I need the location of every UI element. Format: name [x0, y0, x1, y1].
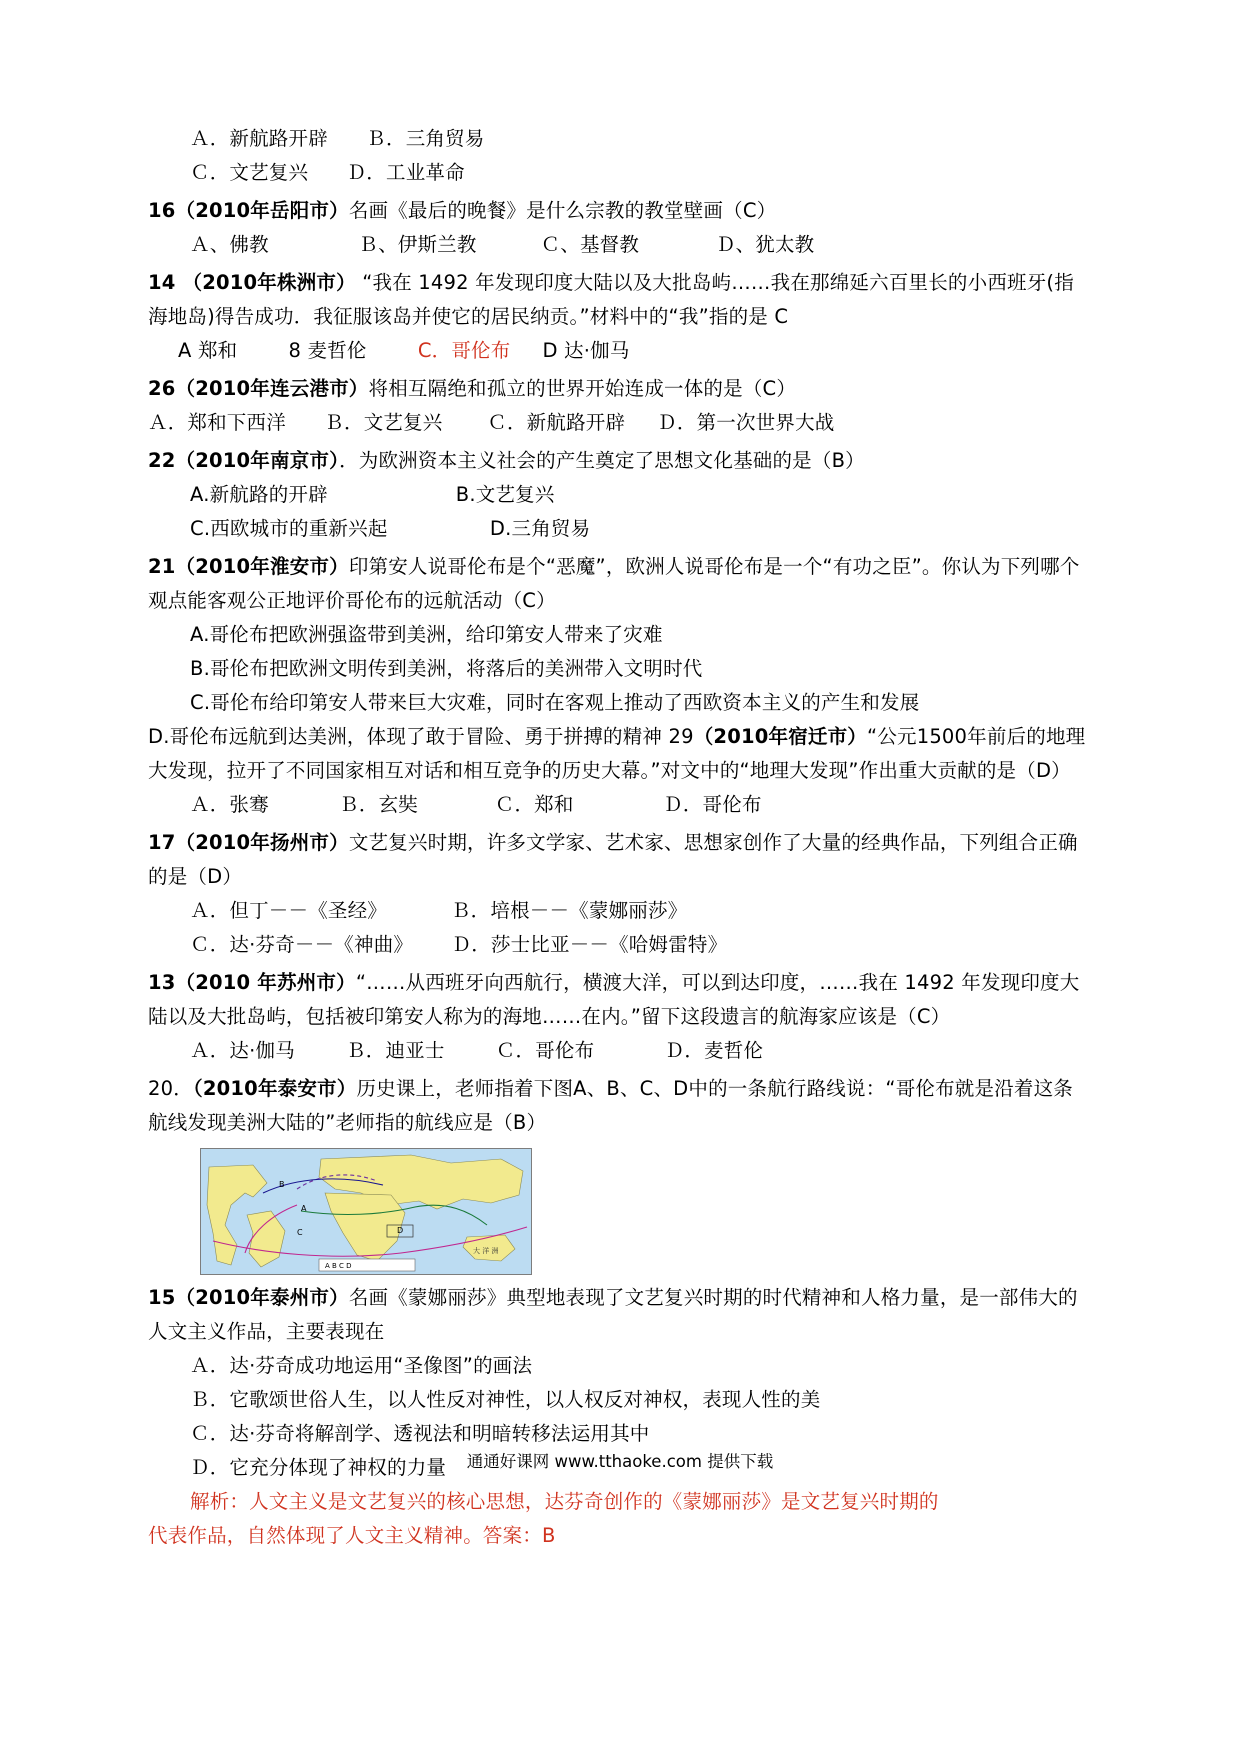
- world-route-map-svg: [201, 1149, 531, 1274]
- option-line: Ａ．新航路开辟 Ｂ．三角贸易: [190, 127, 485, 150]
- question-21-option-b: B.哥伦布把欧洲文明传到美洲，将落后的美洲带入文明时代: [190, 657, 703, 680]
- question-22-option-ab: A.新航路的开辟 B.文艺复兴: [190, 483, 555, 506]
- world-route-map: [200, 1148, 532, 1275]
- question-21: [148, 550, 1092, 618]
- document-body: [148, 122, 1092, 1553]
- question-13-options: Ａ．达·伽马 Ｂ．迪亚士 Ｃ．哥伦布 Ｄ．麦哲伦: [190, 1039, 764, 1062]
- map-legend: A B C D: [325, 1262, 352, 1270]
- question-14-source: 14 （2010年株洲市）: [148, 271, 356, 294]
- question-14: [148, 266, 1092, 334]
- map-label-c: C: [297, 1228, 303, 1237]
- question-26-text: 将相互隔绝和孤立的世界开始连成一体的是（C）: [368, 377, 797, 400]
- question-22-source: 22（2010年南京市）: [148, 449, 340, 472]
- question-26: [148, 372, 1092, 406]
- question-16-source: 16（2010年岳阳市）: [148, 199, 349, 222]
- question-20-source: （2010年泰安市）: [192, 1077, 357, 1100]
- map-label-a: A: [301, 1204, 307, 1213]
- question-26-options: Ａ．郑和下西洋 Ｂ．文艺复兴 Ｃ．新航路开辟 Ｄ．第一次世界大战: [148, 411, 835, 434]
- option-line: Ｃ．文艺复兴 Ｄ．工业革命: [190, 161, 465, 184]
- map-label-b: B: [279, 1180, 285, 1189]
- question-21-option-a: A.哥伦布把欧洲强盗带到美洲，给印第安人带来了灾难: [190, 623, 663, 646]
- question-14-options: [148, 334, 1092, 368]
- question-20-number: 20．: [148, 1077, 193, 1100]
- question-21-text: 印第安人说哥伦布是个“恶魔”，欧洲人说哥伦布是一个“有功之臣”。你认为下列哪个观点能客观公正地评价哥伦布的远航活动（C）: [148, 555, 1080, 612]
- question-16-text: 名画《最后的晚餐》是什么宗教的教堂壁画（C）: [348, 199, 777, 222]
- question-13: [148, 966, 1092, 1034]
- explanation-line-1: 解析：人文主义是文艺复兴的核心思想，达芬奇创作的《蒙娜丽莎》是文艺复兴时期的: [190, 1490, 939, 1513]
- question-21-option-d-and-question-29: [148, 720, 1092, 788]
- question-21-source: 21（2010年淮安市）: [148, 555, 349, 578]
- question-15-text: 名画《蒙娜丽莎》典型地表现了文艺复兴时期的时代精神和人格力量，是一部伟大的人文主义作品，主要表现在: [148, 1286, 1078, 1343]
- question-29-source: （2010年宿迁市）: [693, 725, 868, 748]
- question-16-options: Ａ、佛教 Ｂ、伊斯兰教 Ｃ、基督教 Ｄ、犹太教: [190, 233, 815, 256]
- question-20: [148, 1072, 1092, 1140]
- question-17-option-cd: Ｃ．达·芬奇－－《神曲》 Ｄ．莎士比亚－－《哈姆雷特》: [190, 933, 728, 956]
- question-15: [148, 1281, 1092, 1349]
- question-14-answer-highlight: C．哥伦布: [417, 339, 511, 362]
- question-17: [148, 826, 1092, 894]
- question-15-source: 15（2010年泰州市）: [148, 1286, 349, 1309]
- question-13-text: “……从西班牙向西航行，横渡大洋，可以到达印度，……我在 1492 年发现印度大陆以及大批岛屿，包括被印第安人称为的海地……在内。”留下这段遗言的航海家应该是（C）: [148, 971, 1080, 1028]
- question-17-option-ab: Ａ．但丁－－《圣经》 Ｂ．培根－－《蒙娜丽莎》: [190, 899, 688, 922]
- page-footer: 通通好课网 www.tthaoke.com 提供下载: [466, 1452, 774, 1471]
- question-13-source: 13（2010 年苏州市）: [148, 971, 356, 994]
- question-15-option-c: Ｃ．达·芬奇将解剖学、透视法和明暗转移法运用其中: [190, 1422, 650, 1445]
- question-14-options-post: D 达·伽马: [510, 339, 630, 362]
- map-figure-wrapper: [148, 1148, 1092, 1275]
- question-20-text: 历史课上，老师指着下图A、B、C、D中的一条航行路线说：“哥伦布就是沿着这条航线发现美洲大陆的”老师指的航线应是（B）: [148, 1077, 1074, 1134]
- question-14-text: “我在 1492 年发现印度大陆以及大批岛屿……我在那绵延六百里长的小西班牙(指海地岛)得告成功．我征服该岛并使它的居民纳贡。”材料中的“我”指的是 C: [148, 271, 1074, 328]
- question-15-option-a: Ａ．达·芬奇成功地运用“圣像图”的画法: [190, 1354, 533, 1377]
- question-26-source: 26（2010年连云港市）: [148, 377, 369, 400]
- map-label-d: D: [397, 1226, 404, 1235]
- explanation-line-2: 代表作品，自然体现了人文主义精神。答案：B: [148, 1524, 556, 1547]
- question-29-options: Ａ．张骞 Ｂ．玄奘 Ｃ．郑和 Ｄ．哥伦布: [190, 793, 762, 816]
- map-ocean-label: 大 洋 洲: [473, 1247, 499, 1255]
- question-29-text: “公元1500年前后的地理大发现，拉开了不同国家相互对话和相互竞争的历史大幕。”对文中的“地理大发现”作出重大贡献的是（D）: [148, 725, 1086, 782]
- question-17-text: 文艺复兴时期，许多文学家、艺术家、思想家创作了大量的经典作品，下列组合正确的是（D）: [148, 831, 1078, 888]
- question-22: [148, 444, 1092, 478]
- question-21-option-c: C.哥伦布给印第安人带来巨大灾难，同时在客观上推动了西欧资本主义的产生和发展: [190, 691, 920, 714]
- question-14-options-pre: A 郑和 8 麦哲伦: [178, 339, 418, 362]
- question-22-text: ．为欧洲资本主义社会的产生奠定了思想文化基础的是（B）: [339, 449, 865, 472]
- question-16: [148, 194, 1092, 228]
- question-15-option-d: Ｄ．它充分体现了神权的力量: [190, 1456, 447, 1479]
- question-21-option-d: D.哥伦布远航到达美洲，体现了敢于冒险、勇于拼搏的精神 29: [148, 725, 694, 748]
- question-22-option-cd: C.西欧城市的重新兴起 D.三角贸易: [190, 517, 591, 540]
- question-17-source: 17（2010年扬州市）: [148, 831, 349, 854]
- question-15-option-b: Ｂ．它歌颂世俗人生，以人性反对神性，以人权反对神权，表现人性的美: [190, 1388, 821, 1411]
